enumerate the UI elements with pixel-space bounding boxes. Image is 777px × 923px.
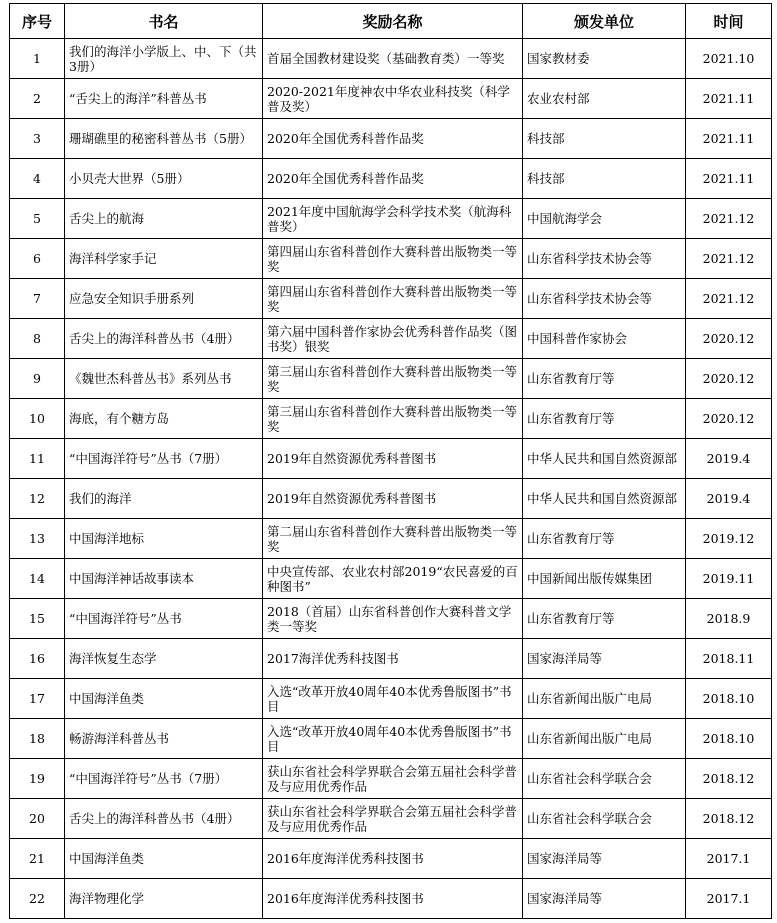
award-name-cell: 2019年自然资源优秀科普图书 <box>263 439 523 479</box>
row-number: 13 <box>10 519 65 559</box>
table-row <box>10 559 772 599</box>
book-title-cell: 中国海洋地标 <box>65 519 263 559</box>
table-row <box>10 439 772 479</box>
row-number: 1 <box>10 39 65 79</box>
row-number: 18 <box>10 719 65 759</box>
book-title-cell: 中国海洋鱼类 <box>65 679 263 719</box>
issuer-cell: 中华人民共和国自然资源部 <box>523 479 686 519</box>
award-name-cell: 中央宣传部、农业农村部2019“农民喜爱的百种图书” <box>263 559 523 599</box>
row-number: 21 <box>10 839 65 879</box>
issuer-cell: 山东省社会科学联合会 <box>523 759 686 799</box>
row-number: 9 <box>10 359 65 399</box>
book-title-cell: “中国海洋符号”丛书 <box>65 599 263 639</box>
issuer-cell: 中国科普作家协会 <box>523 319 686 359</box>
row-number: 19 <box>10 759 65 799</box>
table-row <box>10 159 772 199</box>
table-row <box>10 799 772 839</box>
book-title-cell: “中国海洋符号”丛书（7册） <box>65 439 263 479</box>
time-cell: 2020.12 <box>686 359 772 399</box>
issuer-cell: 国家海洋局等 <box>523 839 686 879</box>
time-cell: 2018.11 <box>686 639 772 679</box>
table-row <box>10 79 772 119</box>
row-number: 14 <box>10 559 65 599</box>
table-row <box>10 879 772 919</box>
time-cell: 2019.12 <box>686 519 772 559</box>
table-row <box>10 239 772 279</box>
header-book-title: 书名 <box>65 4 263 39</box>
award-name-cell: 首届全国教材建设奖（基础教育类）一等奖 <box>263 39 523 79</box>
time-cell: 2017.1 <box>686 839 772 879</box>
award-name-cell: 2016年度海洋优秀科技图书 <box>263 879 523 919</box>
time-cell: 2021.11 <box>686 119 772 159</box>
award-name-cell: 获山东省社会科学界联合会第五届社会科学普及与应用优秀作品 <box>263 799 523 839</box>
time-cell: 2018.12 <box>686 759 772 799</box>
award-name-cell: 2020年全国优秀科普作品奖 <box>263 119 523 159</box>
award-name-cell: 第四届山东省科普创作大赛科普出版物类一等奖 <box>263 239 523 279</box>
time-cell: 2018.10 <box>686 719 772 759</box>
time-cell: 2019.11 <box>686 559 772 599</box>
book-title-cell: 我们的海洋小学版上、中、下（共3册） <box>65 39 263 79</box>
header-issuer: 颁发单位 <box>523 4 686 39</box>
issuer-cell: 山东省教育厅等 <box>523 359 686 399</box>
table-row <box>10 119 772 159</box>
book-title-cell: 海洋物理化学 <box>65 879 263 919</box>
header-row <box>10 4 772 39</box>
row-number: 17 <box>10 679 65 719</box>
award-name-cell: 入选“改革开放40周年40本优秀鲁版图书”书目 <box>263 719 523 759</box>
book-title-cell: “中国海洋符号”丛书（7册） <box>65 759 263 799</box>
award-name-cell: 2017海洋优秀科技图书 <box>263 639 523 679</box>
issuer-cell: 山东省新闻出版广电局 <box>523 719 686 759</box>
table-row <box>10 639 772 679</box>
table-row <box>10 519 772 559</box>
award-name-cell: 2016年度海洋优秀科技图书 <box>263 839 523 879</box>
book-title-cell: 《魏世杰科普丛书》系列丛书 <box>65 359 263 399</box>
time-cell: 2020.12 <box>686 399 772 439</box>
award-name-cell: 第四届山东省科普创作大赛科普出版物类一等奖 <box>263 279 523 319</box>
time-cell: 2018.10 <box>686 679 772 719</box>
row-number: 2 <box>10 79 65 119</box>
issuer-cell: 国家海洋局等 <box>523 879 686 919</box>
issuer-cell: 山东省科学技术协会等 <box>523 239 686 279</box>
awards-table <box>9 3 772 919</box>
issuer-cell: 山东省教育厅等 <box>523 519 686 559</box>
table-row <box>10 599 772 639</box>
row-number: 16 <box>10 639 65 679</box>
book-title-cell: 舌尖上的航海 <box>65 199 263 239</box>
row-number: 15 <box>10 599 65 639</box>
time-cell: 2020.12 <box>686 319 772 359</box>
issuer-cell: 山东省新闻出版广电局 <box>523 679 686 719</box>
book-title-cell: 海洋恢复生态学 <box>65 639 263 679</box>
header-no: 序号 <box>10 4 65 39</box>
time-cell: 2021.12 <box>686 239 772 279</box>
table-row <box>10 319 772 359</box>
row-number: 10 <box>10 399 65 439</box>
book-title-cell: 小贝壳大世界（5册） <box>65 159 263 199</box>
issuer-cell: 山东省社会科学联合会 <box>523 799 686 839</box>
award-name-cell: 2020-2021年度神农中华农业科技奖（科学普及奖） <box>263 79 523 119</box>
time-cell: 2019.4 <box>686 479 772 519</box>
time-cell: 2017.1 <box>686 879 772 919</box>
book-title-cell: “舌尖上的海洋”科普丛书 <box>65 79 263 119</box>
award-name-cell: 2019年自然资源优秀科普图书 <box>263 479 523 519</box>
table-row <box>10 199 772 239</box>
time-cell: 2019.4 <box>686 439 772 479</box>
book-title-cell: 舌尖上的海洋科普丛书（4册） <box>65 319 263 359</box>
award-name-cell: 第六届中国科普作家协会优秀科普作品奖（图书奖）银奖 <box>263 319 523 359</box>
book-title-cell: 海底，有个糖方岛 <box>65 399 263 439</box>
time-cell: 2021.12 <box>686 199 772 239</box>
row-number: 8 <box>10 319 65 359</box>
time-cell: 2021.11 <box>686 159 772 199</box>
table-row <box>10 399 772 439</box>
time-cell: 2021.10 <box>686 39 772 79</box>
table-row <box>10 479 772 519</box>
award-name-cell: 第三届山东省科普创作大赛科普出版物类一等奖 <box>263 399 523 439</box>
row-number: 20 <box>10 799 65 839</box>
award-name-cell: 2020年全国优秀科普作品奖 <box>263 159 523 199</box>
row-number: 7 <box>10 279 65 319</box>
book-title-cell: 海洋科学家手记 <box>65 239 263 279</box>
table-row <box>10 759 772 799</box>
book-title-cell: 中国海洋鱼类 <box>65 839 263 879</box>
award-name-cell: 获山东省社会科学界联合会第五届社会科学普及与应用优秀作品 <box>263 759 523 799</box>
award-name-cell: 入选“改革开放40周年40本优秀鲁版图书”书目 <box>263 679 523 719</box>
header-award-name: 奖励名称 <box>263 4 523 39</box>
issuer-cell: 山东省科学技术协会等 <box>523 279 686 319</box>
table-row <box>10 839 772 879</box>
award-name-cell: 2018（首届）山东省科普创作大赛科普文学类一等奖 <box>263 599 523 639</box>
issuer-cell: 国家教材委 <box>523 39 686 79</box>
book-title-cell: 畅游海洋科普丛书 <box>65 719 263 759</box>
issuer-cell: 山东省教育厅等 <box>523 399 686 439</box>
issuer-cell: 国家海洋局等 <box>523 639 686 679</box>
book-title-cell: 珊瑚礁里的秘密科普丛书（5册） <box>65 119 263 159</box>
issuer-cell: 科技部 <box>523 159 686 199</box>
row-number: 11 <box>10 439 65 479</box>
time-cell: 2018.9 <box>686 599 772 639</box>
book-title-cell: 应急安全知识手册系列 <box>65 279 263 319</box>
awards-table-container <box>9 3 772 919</box>
issuer-cell: 中华人民共和国自然资源部 <box>523 439 686 479</box>
issuer-cell: 中国新闻出版传媒集团 <box>523 559 686 599</box>
table-row <box>10 279 772 319</box>
book-title-cell: 舌尖上的海洋科普丛书（4册） <box>65 799 263 839</box>
header-time: 时间 <box>686 4 772 39</box>
issuer-cell: 中国航海学会 <box>523 199 686 239</box>
table-row <box>10 359 772 399</box>
time-cell: 2021.12 <box>686 279 772 319</box>
issuer-cell: 农业农村部 <box>523 79 686 119</box>
table-row <box>10 719 772 759</box>
row-number: 5 <box>10 199 65 239</box>
issuer-cell: 科技部 <box>523 119 686 159</box>
issuer-cell: 山东省教育厅等 <box>523 599 686 639</box>
row-number: 3 <box>10 119 65 159</box>
award-name-cell: 2021年度中国航海学会科学技术奖（航海科普奖） <box>263 199 523 239</box>
book-title-cell: 我们的海洋 <box>65 479 263 519</box>
time-cell: 2018.12 <box>686 799 772 839</box>
row-number: 22 <box>10 879 65 919</box>
table-row <box>10 679 772 719</box>
award-name-cell: 第三届山东省科普创作大赛科普出版物类一等奖 <box>263 359 523 399</box>
table-row <box>10 39 772 79</box>
award-name-cell: 第二届山东省科普创作大赛科普出版物类一等奖 <box>263 519 523 559</box>
row-number: 4 <box>10 159 65 199</box>
row-number: 12 <box>10 479 65 519</box>
table-body <box>10 39 772 919</box>
time-cell: 2021.11 <box>686 79 772 119</box>
book-title-cell: 中国海洋神话故事读本 <box>65 559 263 599</box>
row-number: 6 <box>10 239 65 279</box>
